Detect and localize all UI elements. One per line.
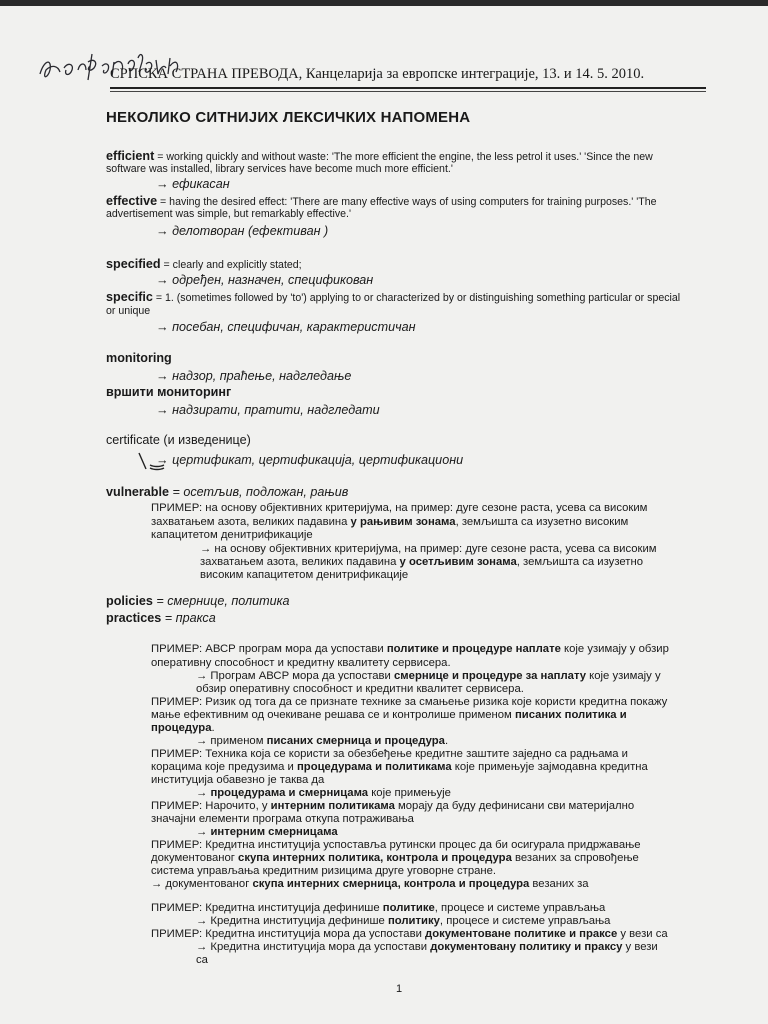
- def-efficient-2: software was installed, library services have become much more efficient.': [106, 163, 453, 175]
- entry-vrsiti: [106, 386, 231, 400]
- entry-specific: [106, 291, 680, 305]
- example-line: → Програм АВСР мора да успостави смернице и процедуре за наплату које узимају у: [196, 670, 661, 682]
- def-vulnerable: = осетљив, подложан, рањив: [169, 485, 349, 499]
- example-line: мање ефективним од очекиване решава се и контролише применом писаних политика и: [151, 709, 627, 721]
- page-title: НЕКОЛИКО СИТНИЈИХ ЛЕКСИЧКИХ НАПОМЕНА: [106, 109, 471, 126]
- example-line: ПРИМЕР: Кредитна институција мора да успостави документоване политике и праксе у вези са: [151, 928, 668, 940]
- tr-monitoring: → надзор, праћење, надгледање: [156, 369, 352, 383]
- tr-efficient: → ефикасан: [156, 177, 230, 191]
- certificate-suffix: (и изведенице): [159, 433, 251, 447]
- example-line: институција обавезно је таква да: [151, 774, 325, 786]
- example-line: ПРИМЕР: АВСР програм мора да успостави политике и процедуре наплате које узимају у обзир: [151, 643, 669, 655]
- entry-specified: [106, 258, 302, 272]
- example-line: → интерним смерницама: [196, 826, 338, 838]
- example-line: ПРИМЕР: Техника која се користи за обезбеђење кредитне заштите заједно са радњама и: [151, 748, 628, 760]
- term-specified: specified: [106, 257, 161, 271]
- tr-vulnerable-3: високим капацитетом денитрификације: [200, 569, 409, 581]
- example-line: → Кредитна институција дефинише политику, процесе и системе управљања: [196, 915, 611, 927]
- entry-policies: [106, 595, 290, 609]
- example-line: корацима које предузима и процедурама и политикама које примењује зајмодавна кредитна: [151, 761, 648, 773]
- example-line: са: [196, 954, 208, 966]
- example-line: система управљања кредитним ризицима друге уговорне стране.: [151, 865, 497, 877]
- term-certificate: certificate: [106, 433, 160, 447]
- header-rule: [110, 87, 706, 89]
- header-rule-thin: [110, 91, 706, 92]
- example-line: обзир оперативну способност и кредитни квалитет сервисера.: [196, 683, 524, 695]
- example-line: ПРИМЕР: Кредитна институција дефинише политике, процесе и системе управљања: [151, 902, 606, 914]
- term-monitoring: monitoring: [106, 351, 172, 365]
- entry-efficient: [106, 150, 653, 164]
- def-policies: = смернице, политика: [152, 594, 290, 608]
- example-line: → документованог скупа интерних смерница, контрола и процедура везаних за: [151, 878, 589, 890]
- term-policies: policies: [106, 594, 153, 608]
- example-line: ПРИМЕР: Кредитна институција успоставља рутински процес да би осигурала придржавање: [151, 839, 641, 851]
- example-line: документованог скупа интерних политика, контрола и процедура везаних за спровођење: [151, 852, 639, 864]
- ex-vulnerable-2: захватањем азота, великих падавина у рањивим зонама, земљишта са изузетно високим: [151, 516, 629, 528]
- term-specific: specific: [106, 290, 153, 304]
- def-specific-2: or unique: [106, 305, 151, 317]
- term-vrsiti: вршити мониторинг: [106, 385, 232, 399]
- term-effective: effective: [106, 194, 158, 208]
- def-effective-1: = having the desired effect: 'There are many effective ways of using computers for training purposes.' 'The: [157, 196, 657, 208]
- term-practices: practices: [106, 611, 162, 625]
- ex-vulnerable-3: капацитетом денитрификације: [151, 529, 313, 541]
- example-line: процедура.: [151, 722, 215, 734]
- entry-practices: [106, 612, 216, 626]
- entry-certificate: [106, 434, 251, 448]
- def-efficient-1: = working quickly and without waste: 'The more efficient the engine, the less petrol it uses.' 'Since the new: [154, 151, 653, 163]
- scan-top-edge: [0, 0, 768, 6]
- example-line: значајни елементи програма откупа потраживања: [151, 813, 414, 825]
- entry-vulnerable: [106, 486, 348, 500]
- def-practices: = пракса: [161, 611, 216, 625]
- example-line: ПРИМЕР: Ризик од тога да се признате технике за смањење ризика које користи кредитна покажу: [151, 696, 668, 708]
- tr-certificate: → цертификат, цертификација, цертификациони: [156, 453, 464, 467]
- ex-vulnerable-1: ПРИМЕР: на основу објективних критеријума, на пример: дуге сезоне раста, усева са високим: [151, 502, 648, 514]
- example-line: оперативну способност и кредитну квалитету сервисера.: [151, 657, 451, 669]
- def-effective-2: advertisement was simple, but remarkably effective.': [106, 208, 351, 220]
- def-specified-1: = clearly and explicitly stated;: [160, 259, 302, 271]
- tr-effective: → делотворан (ефективан ): [156, 224, 329, 238]
- term-vulnerable: vulnerable: [106, 485, 169, 499]
- example-line: ПРИМЕР: Нарочито, у интерним политикама морају да буду дефинисани сви материјално: [151, 800, 635, 812]
- example-line: → применом писаних смерница и процедура.: [196, 735, 449, 747]
- entry-monitoring: [106, 352, 172, 366]
- example-line: → Кредитна институција мора да успостави документовану политику и праксу у вези: [196, 941, 658, 953]
- tr-specific: → посебан, специфичан, карактеристичан: [156, 320, 416, 334]
- header-line: СРПСКА СТРАНА ПРЕВОДА, Канцеларија за европске интеграције, 13. и 14. 5. 2010.: [110, 66, 645, 82]
- tr-vulnerable-2: захватањем азота, великих падавина у осетљивим зонама, земљишта са изузетно: [200, 556, 643, 568]
- example-line: → процедурама и смерницама које примењује: [196, 787, 451, 799]
- tr-vrsiti: → надзирати, пратити, надгледати: [156, 403, 380, 417]
- tr-specified: → одређен, назначен, спецификован: [156, 273, 374, 287]
- tr-vulnerable-1: → на основу објективних критеријума, на пример: дуге сезоне раста, усева са високим: [200, 543, 657, 555]
- entry-effective: [106, 195, 657, 209]
- term-efficient: efficient: [106, 149, 155, 163]
- def-specific-1: = 1. (sometimes followed by 'to') applying to or characterized by or distinguishing something particular or special: [152, 292, 681, 304]
- page-number: 1: [396, 983, 403, 995]
